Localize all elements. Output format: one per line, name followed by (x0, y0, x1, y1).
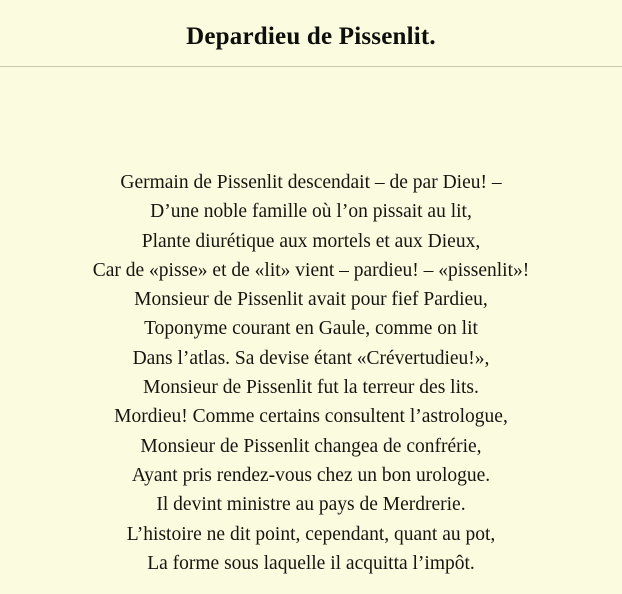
poem-line: Car de «pisse» et de «lit» vient – pardieu! – «pissenlit»! (92, 259, 530, 281)
poem-line: Il devint ministre au pays de Merdrerie. (156, 494, 466, 516)
poem-line: Dans l’atlas. Sa devise étant «Crévertudieu!», (132, 347, 490, 369)
header-divider (0, 66, 622, 67)
poem-line: Germain de Pissenlit descendait – de par Dieu! – (120, 172, 502, 193)
poem-line: Toponyme courant en Gaule, comme on lit (144, 318, 478, 340)
poem-line: Mordieu! Comme certains consultent l’astrologue, (114, 406, 508, 428)
poem-line: Monsieur de Pissenlit changea de confrérie, (140, 435, 482, 457)
page-title: Depardieu de Pissenlit. (186, 23, 436, 50)
poem-body (0, 168, 622, 578)
poem-line: Monsieur de Pissenlit fut la terreur des lits. (143, 377, 479, 399)
poem-line: Monsieur de Pissenlit avait pour fief Pardieu, (134, 289, 488, 311)
poem-line: L’histoire ne dit point, cependant, quant au pot, (126, 523, 496, 545)
poem-line: D’une noble famille où l’on pissait au lit, (150, 201, 472, 223)
poem-line: La forme sous laquelle il acquitta l’impôt. (147, 552, 475, 574)
poem-line: Ayant pris rendez-vous chez un bon urologue. (131, 464, 491, 486)
poem-line: Plante diurétique aux mortels et aux Dieux, (141, 230, 481, 252)
